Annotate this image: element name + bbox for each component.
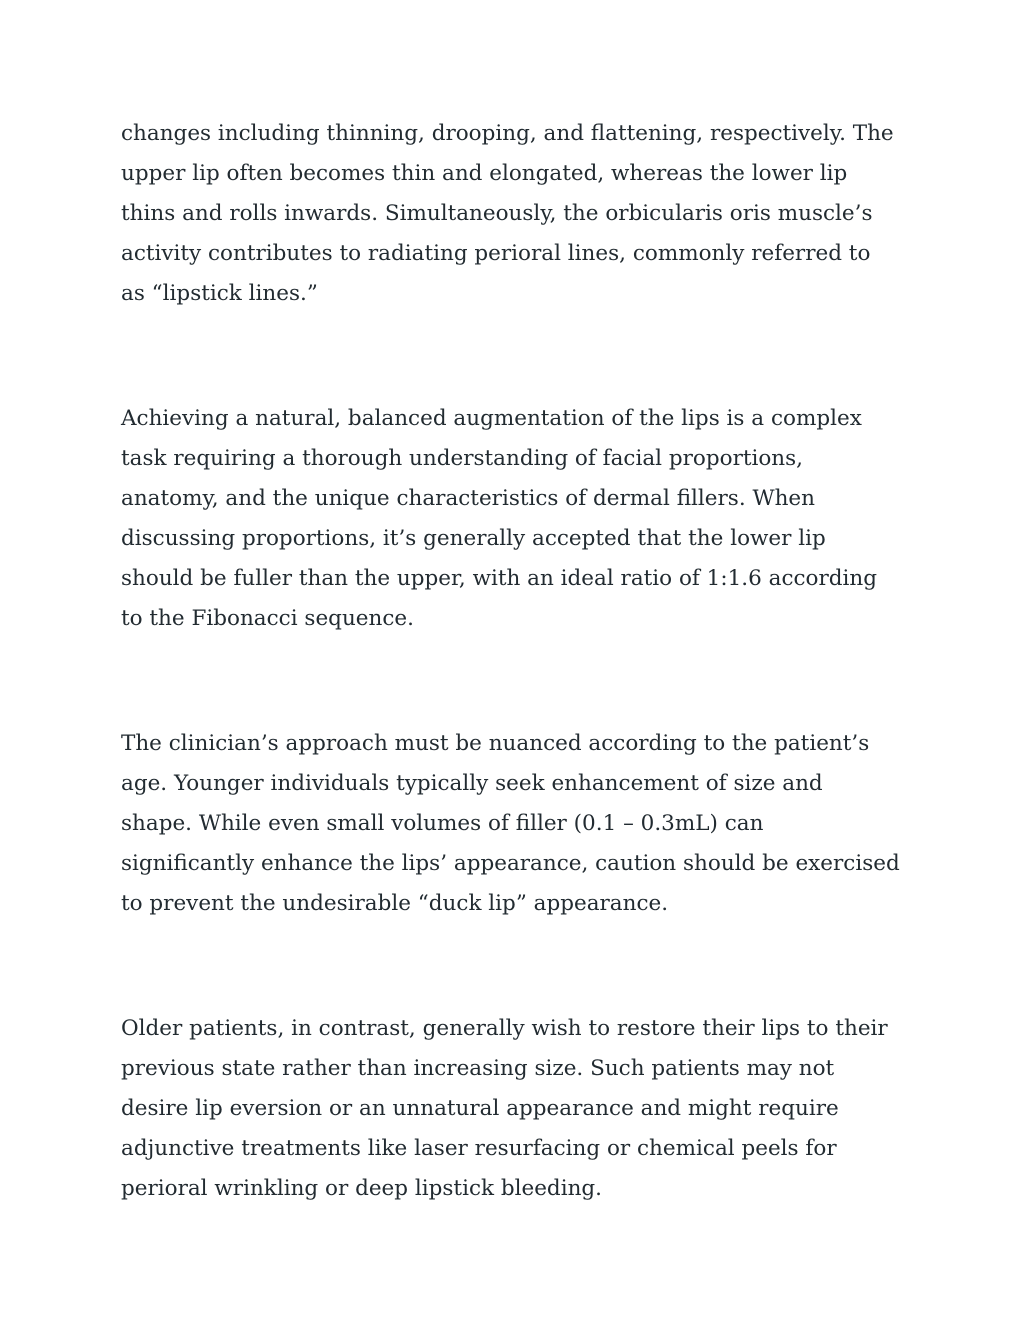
paragraph-line: task requiring a thorough understanding of facial proportions, [121,446,804,471]
paragraph-line: activity contributes to radiating perioral lines, commonly referred to [121,241,871,266]
paragraph-line: to the Fibonacci sequence. [121,606,414,631]
paragraph-line: discussing proportions, it’s generally accepted that the lower lip [121,526,826,551]
paragraph-older-patients [121,1009,921,1209]
paragraph-line: adjunctive treatments like laser resurfacing or chemical peels for [121,1136,837,1161]
paragraph-line: as “lipstick lines.” [121,281,318,306]
paragraph-line: to prevent the undesirable “duck lip” appearance. [121,891,669,916]
paragraph-line: changes including thinning, drooping, and flattening, respectively. The [121,121,894,146]
paragraph-line: upper lip often becomes thin and elongated, whereas the lower lip [121,161,848,186]
paragraph-line: anatomy, and the unique characteristics of dermal fillers. When [121,486,816,511]
paragraph-line: significantly enhance the lips’ appearance, caution should be exercised [121,851,900,876]
paragraph-aging-changes [121,114,921,314]
paragraph-line: desire lip eversion or an unnatural appearance and might require [121,1096,839,1121]
paragraph-line: previous state rather than increasing size. Such patients may not [121,1056,835,1081]
paragraph-line: thins and rolls inwards. Simultaneously, the orbicularis oris muscle’s [121,201,873,226]
paragraph-proportions [121,399,921,639]
paragraph-younger-patients [121,724,921,924]
paragraph-line: shape. While even small volumes of filler (0.1 – 0.3mL) can [121,811,764,836]
paragraph-line: The clinician’s approach must be nuanced according to the patient’s [121,731,870,756]
paragraph-line: perioral wrinkling or deep lipstick bleeding. [121,1176,603,1201]
paragraph-line: should be fuller than the upper, with an ideal ratio of 1:1.6 according [121,566,878,591]
paragraph-line: Older patients, in contrast, generally wish to restore their lips to their [121,1016,888,1041]
paragraph-line: Achieving a natural, balanced augmentation of the lips is a complex [121,406,862,431]
paragraph-line: age. Younger individuals typically seek enhancement of size and [121,771,823,796]
